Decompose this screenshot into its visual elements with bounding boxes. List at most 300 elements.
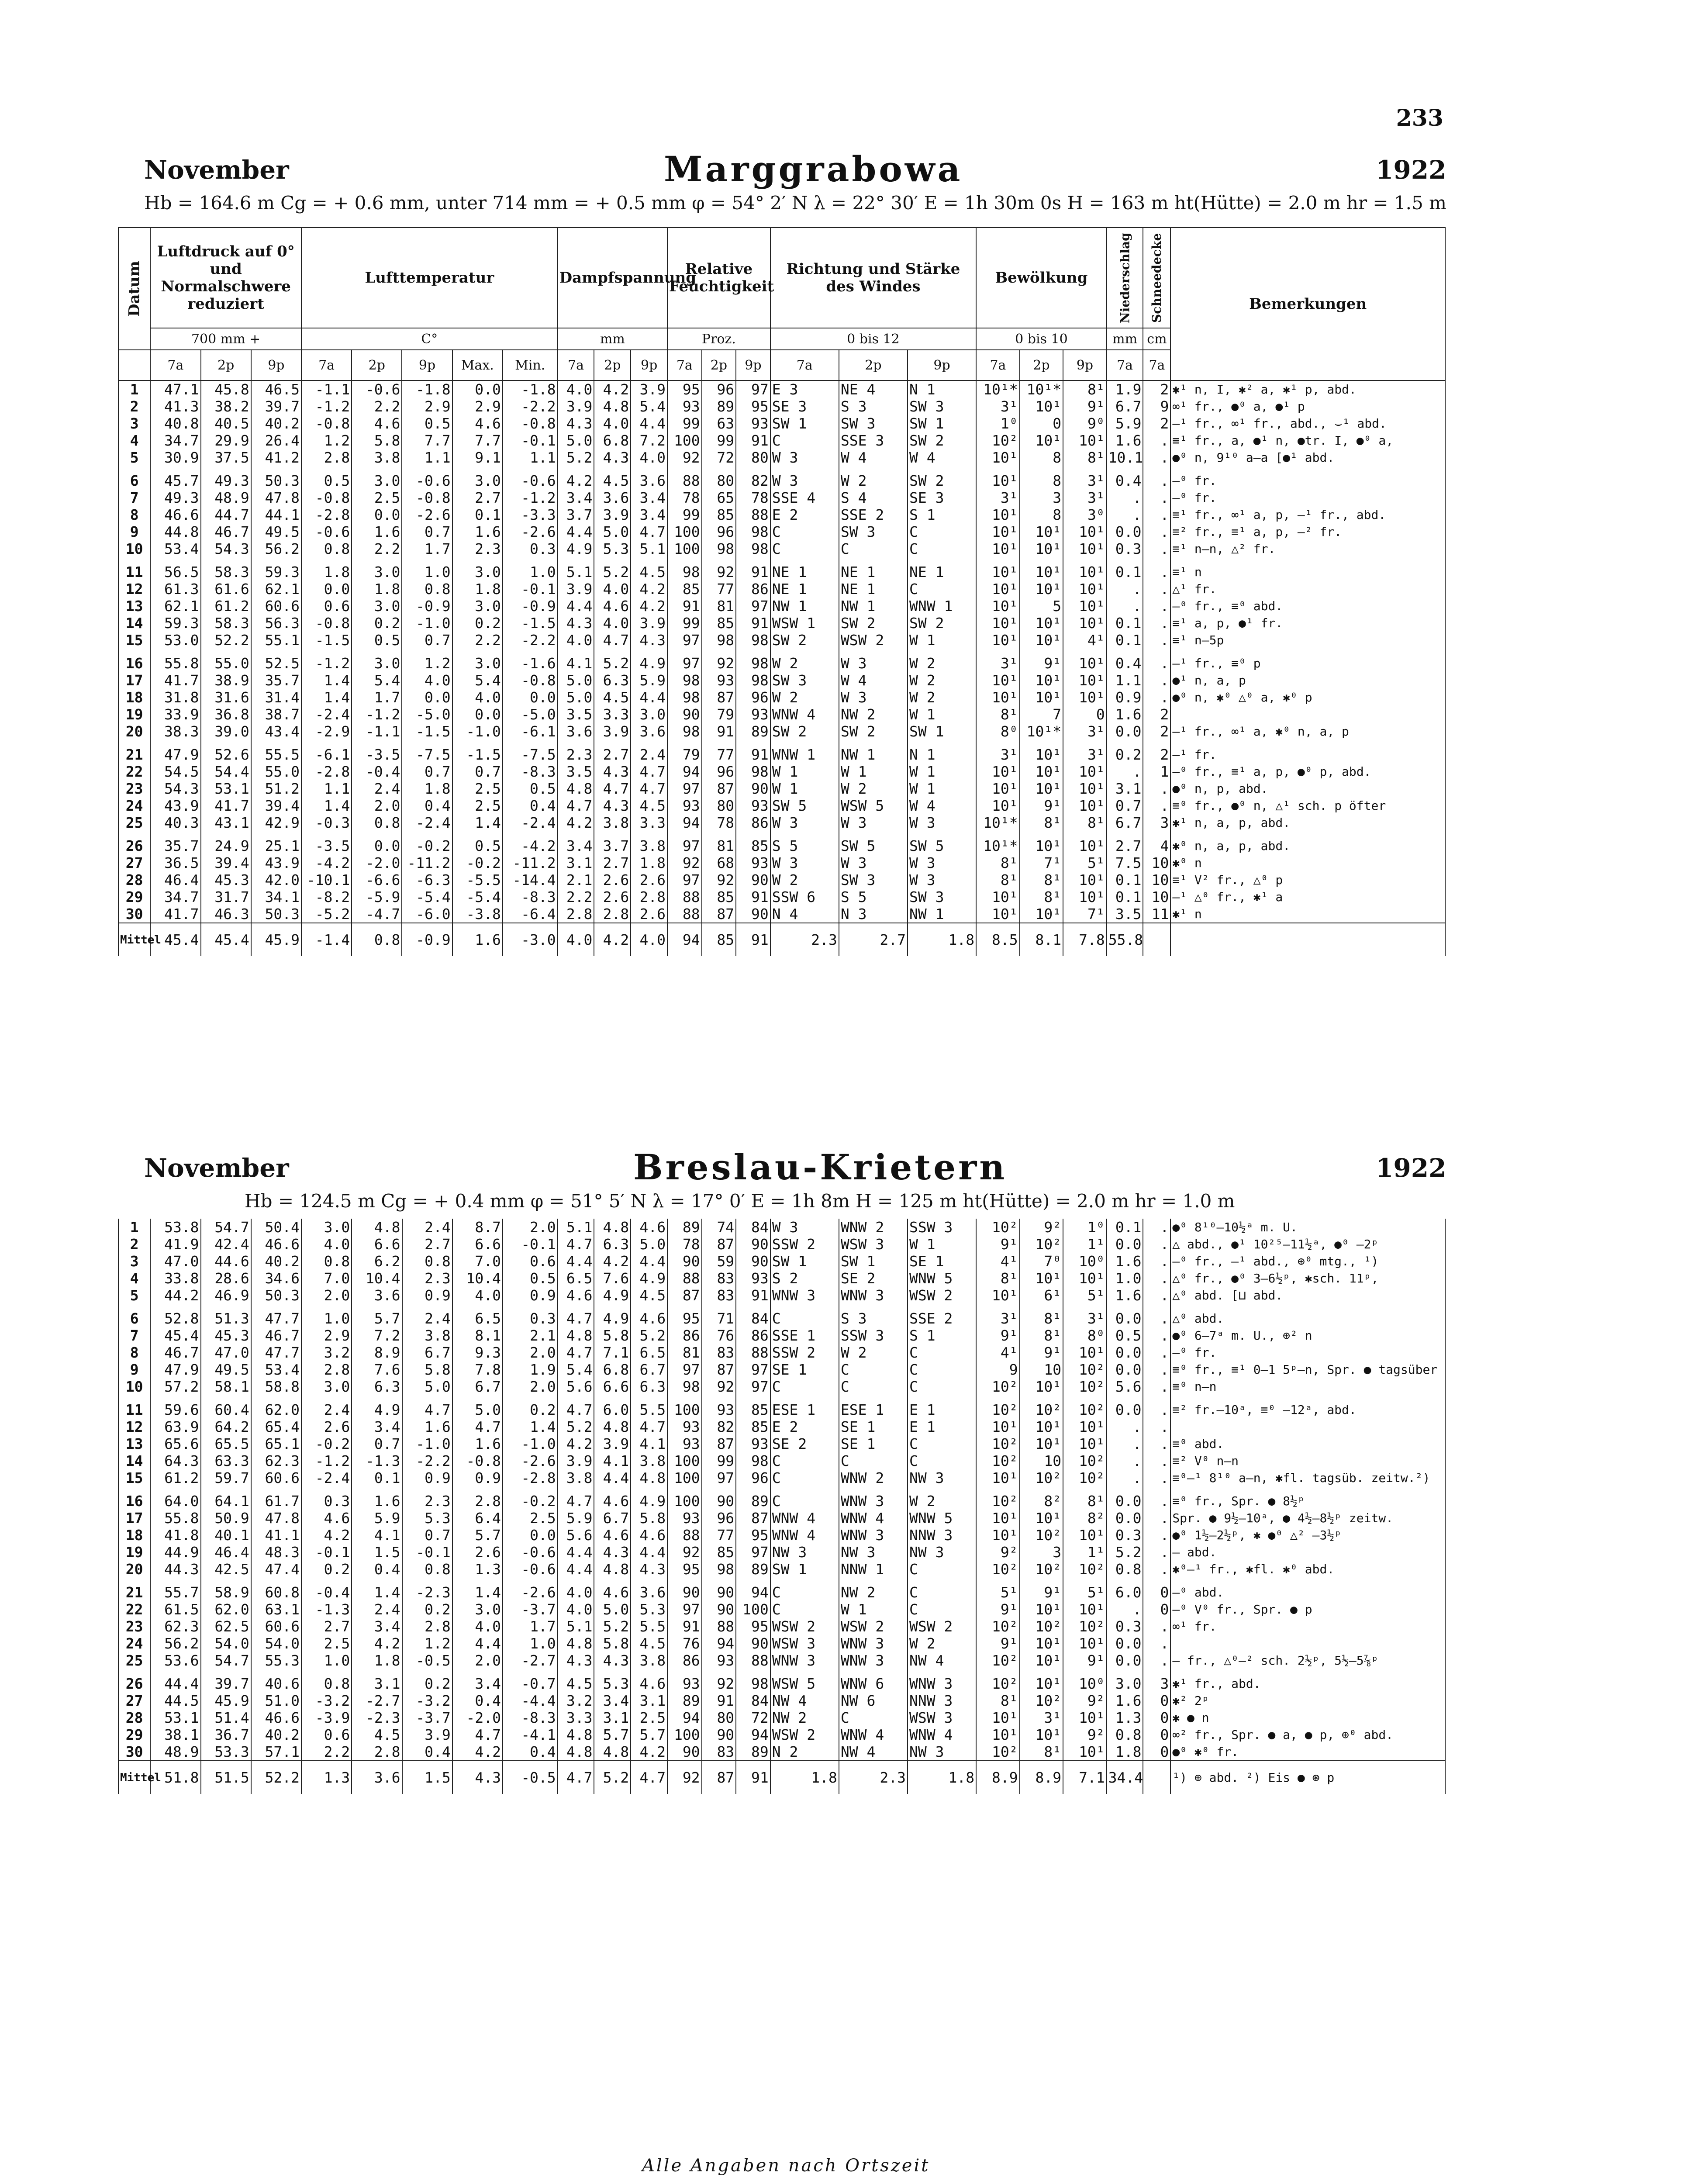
- value-cell: 72: [736, 1709, 770, 1726]
- remark-cell: ≡¹ a, p, ●¹ fr.: [1170, 615, 1445, 632]
- value-cell: 2.8: [452, 1486, 503, 1510]
- value-cell: 3.3: [558, 1709, 594, 1726]
- value-cell: WNW 4: [839, 1726, 908, 1743]
- value-cell: SW 3: [839, 415, 908, 432]
- col-t9: 9p: [402, 350, 452, 380]
- value-cell: 5.0: [402, 1378, 452, 1395]
- value-cell: -8.3: [503, 1709, 558, 1726]
- value-cell: 100: [667, 1452, 702, 1469]
- value-cell: 10¹: [1020, 523, 1063, 540]
- value-cell: 88: [736, 1344, 770, 1361]
- value-cell: .: [1143, 1527, 1170, 1544]
- value-cell: 88: [736, 1652, 770, 1669]
- value-cell: 8¹: [1020, 1743, 1063, 1761]
- value-cell: 10¹: [1020, 1669, 1063, 1692]
- value-cell: 10¹: [976, 1418, 1020, 1435]
- value-cell: WSW 2: [908, 1287, 976, 1304]
- value-cell: 46.7: [251, 1327, 301, 1344]
- value-cell: 97: [702, 1469, 736, 1486]
- value-cell: WNW 3: [770, 1652, 839, 1669]
- value-cell: 1.6: [402, 1418, 452, 1435]
- value-cell: 61.2: [150, 1469, 200, 1486]
- value-cell: .: [1143, 1219, 1170, 1236]
- value-cell: WNW 3: [839, 1486, 908, 1510]
- value-cell: N 4: [770, 905, 839, 923]
- value-cell: 1.7: [352, 689, 402, 706]
- value-cell: -0.2: [452, 854, 503, 871]
- value-cell: 88: [667, 888, 702, 905]
- value-cell: 2.3: [558, 740, 594, 763]
- value-cell: 10¹: [1063, 672, 1107, 689]
- value-cell: 10¹: [1063, 780, 1107, 797]
- value-cell: 10¹: [1020, 432, 1063, 449]
- value-cell: 2.6: [594, 871, 631, 888]
- value-cell: 3.0: [352, 466, 402, 489]
- value-cell: .: [1143, 598, 1170, 615]
- value-cell: SW 5: [908, 831, 976, 854]
- value-cell: -0.8: [503, 415, 558, 432]
- value-cell: 4.2: [594, 380, 631, 398]
- value-cell: 85: [702, 506, 736, 523]
- value-cell: 55.3: [251, 1652, 301, 1669]
- mean-cell: 85: [702, 923, 736, 956]
- value-cell: 41.7: [150, 905, 200, 923]
- value-cell: 0.0: [452, 706, 503, 723]
- value-cell: 0.9: [402, 1469, 452, 1486]
- value-cell: 10¹: [976, 672, 1020, 689]
- day-cell: 25: [118, 1652, 150, 1669]
- value-cell: 99: [667, 615, 702, 632]
- value-cell: 3.9: [558, 398, 594, 415]
- value-cell: 0.3: [503, 540, 558, 557]
- value-cell: 9²: [976, 1544, 1020, 1561]
- value-cell: 90: [736, 1236, 770, 1253]
- value-cell: 1.1: [503, 449, 558, 466]
- value-cell: 93: [667, 1418, 702, 1435]
- value-cell: 56.5: [150, 557, 200, 581]
- value-cell: 58.3: [201, 557, 251, 581]
- value-cell: 91: [736, 1287, 770, 1304]
- table-row: [118, 1743, 1445, 1761]
- value-cell: 8: [1020, 466, 1063, 489]
- value-cell: 56.2: [251, 540, 301, 557]
- mean-cell: 4.0: [558, 923, 594, 956]
- value-cell: NW 2: [839, 1578, 908, 1601]
- day-cell: 21: [118, 740, 150, 763]
- remark-cell: ≡² fr.–10ᵃ, ≡⁰ –12ᵃ, abd.: [1170, 1395, 1445, 1418]
- value-cell: 1.8: [631, 854, 667, 871]
- value-cell: -1.2: [301, 649, 352, 672]
- value-cell: .: [1143, 581, 1170, 598]
- value-cell: 38.9: [201, 672, 251, 689]
- value-cell: -2.7: [352, 1692, 402, 1709]
- table-row: [118, 905, 1445, 923]
- value-cell: -0.4: [352, 763, 402, 780]
- value-cell: 2.8: [631, 888, 667, 905]
- value-cell: 98: [736, 649, 770, 672]
- value-cell: 40.1: [201, 1527, 251, 1544]
- value-cell: 98: [702, 1561, 736, 1578]
- value-cell: 0.1: [452, 506, 503, 523]
- value-cell: 0.0: [1107, 1304, 1143, 1327]
- value-cell: 46.3: [201, 905, 251, 923]
- value-cell: 50.9: [201, 1510, 251, 1527]
- mean-cell: 51.8: [150, 1761, 200, 1794]
- value-cell: 2.7: [301, 1618, 352, 1635]
- remark-cell: ✱⁰–¹ fr., ✱fl. ✱⁰ abd.: [1170, 1561, 1445, 1578]
- value-cell: 6.0: [594, 1395, 631, 1418]
- value-cell: 46.6: [251, 1709, 301, 1726]
- value-cell: 6.0: [1107, 1578, 1143, 1601]
- value-cell: 47.9: [150, 1361, 200, 1378]
- value-cell: 0.4: [1107, 466, 1143, 489]
- value-cell: 10¹: [976, 540, 1020, 557]
- value-cell: 5.5: [631, 1395, 667, 1418]
- value-cell: 5.1: [558, 557, 594, 581]
- value-cell: W 1: [770, 780, 839, 797]
- value-cell: 10²: [976, 1452, 1020, 1469]
- value-cell: 49.5: [251, 523, 301, 540]
- value-cell: 64.1: [201, 1486, 251, 1510]
- value-cell: 4.2: [631, 581, 667, 598]
- mean-label: Mittel: [118, 923, 150, 956]
- value-cell: 45.8: [201, 380, 251, 398]
- value-cell: 4.7: [631, 780, 667, 797]
- value-cell: NW 6: [839, 1692, 908, 1709]
- value-cell: 85: [702, 1544, 736, 1561]
- value-cell: W 3: [770, 449, 839, 466]
- day-cell: 23: [118, 1618, 150, 1635]
- value-cell: 10¹: [1020, 632, 1063, 649]
- value-cell: 59.6: [150, 1395, 200, 1418]
- value-cell: 98: [667, 723, 702, 740]
- value-cell: NW 3: [908, 1544, 976, 1561]
- value-cell: 31.6: [201, 689, 251, 706]
- value-cell: 0.9: [452, 1469, 503, 1486]
- value-cell: 4.4: [631, 1253, 667, 1270]
- value-cell: .: [1107, 581, 1143, 598]
- value-cell: 0.4: [352, 1561, 402, 1578]
- value-cell: 5.0: [558, 672, 594, 689]
- table-row: [118, 615, 1445, 632]
- value-cell: 6.2: [352, 1253, 402, 1270]
- table-row: [118, 1270, 1445, 1287]
- value-cell: C: [770, 523, 839, 540]
- mean-cell: 4.7: [558, 1761, 594, 1794]
- day-cell: 13: [118, 598, 150, 615]
- value-cell: 4.7: [558, 1395, 594, 1418]
- value-cell: 8⁰: [1063, 1327, 1107, 1344]
- value-cell: 52.8: [150, 1304, 200, 1327]
- value-cell: 0.0: [1107, 723, 1143, 740]
- value-cell: 4.3: [594, 1544, 631, 1561]
- value-cell: 0.8: [301, 1253, 352, 1270]
- value-cell: 4.7: [594, 632, 631, 649]
- day-cell: 18: [118, 689, 150, 706]
- value-cell: .: [1143, 449, 1170, 466]
- value-cell: 86: [736, 814, 770, 831]
- value-cell: -2.6: [503, 523, 558, 540]
- value-cell: C: [908, 1452, 976, 1469]
- value-cell: -3.2: [402, 1692, 452, 1709]
- value-cell: 5.7: [452, 1527, 503, 1544]
- value-cell: 41.7: [201, 797, 251, 814]
- day-cell: 26: [118, 1669, 150, 1692]
- value-cell: 1.1: [402, 449, 452, 466]
- value-cell: C: [770, 540, 839, 557]
- mean-cell: 87: [702, 1761, 736, 1794]
- value-cell: 0.2: [503, 1395, 558, 1418]
- value-cell: 10¹: [976, 1726, 1020, 1743]
- value-cell: 3¹: [976, 398, 1020, 415]
- value-cell: -4.1: [503, 1726, 558, 1743]
- value-cell: 46.5: [251, 380, 301, 398]
- value-cell: 4.8: [594, 1219, 631, 1236]
- value-cell: 89: [736, 1486, 770, 1510]
- remark-cell: —¹ △⁰ fr., ✱¹ a: [1170, 888, 1445, 905]
- value-cell: 57.1: [251, 1743, 301, 1761]
- value-cell: WSW 3: [908, 1709, 976, 1726]
- value-cell: 3¹: [1063, 489, 1107, 506]
- day-cell: 1: [118, 380, 150, 398]
- value-cell: -2.4: [301, 706, 352, 723]
- value-cell: 10¹: [1063, 689, 1107, 706]
- value-cell: W 4: [908, 449, 976, 466]
- table-row: [118, 1578, 1445, 1601]
- value-cell: WNW 3: [839, 1652, 908, 1669]
- day-cell: 19: [118, 1544, 150, 1561]
- value-cell: 87: [702, 780, 736, 797]
- value-cell: 0.0: [452, 380, 503, 398]
- value-cell: 62.5: [201, 1618, 251, 1635]
- value-cell: 3.4: [352, 1418, 402, 1435]
- value-cell: W 3: [770, 1219, 839, 1236]
- value-cell: 3.8: [402, 1327, 452, 1344]
- value-cell: .: [1143, 432, 1170, 449]
- value-cell: 2.7: [452, 489, 503, 506]
- value-cell: W 1: [908, 706, 976, 723]
- value-cell: .: [1143, 1469, 1170, 1486]
- station1-table: [118, 227, 1446, 956]
- value-cell: 99: [667, 415, 702, 432]
- value-cell: 5¹: [1063, 854, 1107, 871]
- value-cell: 2.3: [452, 540, 503, 557]
- value-cell: 77: [702, 581, 736, 598]
- value-cell: 90: [667, 1743, 702, 1761]
- value-cell: SE 2: [770, 1435, 839, 1452]
- value-cell: 4.6: [631, 1669, 667, 1692]
- value-cell: 44.7: [201, 506, 251, 523]
- value-cell: 6.8: [594, 1361, 631, 1378]
- day-cell: 25: [118, 814, 150, 831]
- value-cell: 33.9: [150, 706, 200, 723]
- mean-cell: -1.4: [301, 923, 352, 956]
- value-cell: 53.1: [150, 1709, 200, 1726]
- value-cell: 8¹: [976, 871, 1020, 888]
- remark-cell: [1170, 1635, 1445, 1652]
- value-cell: 8¹: [976, 1270, 1020, 1287]
- value-cell: 34.7: [150, 432, 200, 449]
- value-cell: 54.5: [150, 763, 200, 780]
- value-cell: 0.0: [1107, 1486, 1143, 1510]
- value-cell: 3: [1020, 489, 1063, 506]
- value-cell: 0.8: [402, 1561, 452, 1578]
- value-cell: 5: [1020, 598, 1063, 615]
- value-cell: 10²: [1020, 1527, 1063, 1544]
- value-cell: -1.5: [452, 740, 503, 763]
- value-cell: 2.6: [631, 871, 667, 888]
- day-cell: 3: [118, 415, 150, 432]
- value-cell: 2.4: [352, 1601, 402, 1618]
- value-cell: WSW 5: [839, 797, 908, 814]
- value-cell: 52.6: [201, 740, 251, 763]
- value-cell: 44.8: [150, 523, 200, 540]
- value-cell: 5.2: [594, 649, 631, 672]
- value-cell: 98: [736, 672, 770, 689]
- value-cell: -4.7: [352, 905, 402, 923]
- value-cell: -2.2: [402, 1452, 452, 1469]
- page-number: 233: [1396, 105, 1443, 131]
- value-cell: 5.8: [631, 1510, 667, 1527]
- value-cell: 9¹: [1063, 1652, 1107, 1669]
- value-cell: 10¹*: [1020, 723, 1063, 740]
- col-t2: 2p: [201, 350, 251, 380]
- value-cell: 4.5: [631, 557, 667, 581]
- value-cell: W 2: [770, 871, 839, 888]
- value-cell: 10²: [1063, 1618, 1107, 1635]
- value-cell: 45.3: [201, 1327, 251, 1344]
- value-cell: 2.8: [352, 1743, 402, 1761]
- value-cell: 4.8: [594, 1561, 631, 1578]
- value-cell: 98: [736, 540, 770, 557]
- col-nieder: Niederschlag: [1107, 228, 1143, 328]
- value-cell: 5.3: [631, 1601, 667, 1618]
- value-cell: 61.7: [251, 1486, 301, 1510]
- value-cell: 10¹: [1020, 831, 1063, 854]
- value-cell: -1.0: [402, 615, 452, 632]
- mean-cell: 45.4: [201, 923, 251, 956]
- value-cell: SW 1: [908, 723, 976, 740]
- value-cell: 4.7: [631, 763, 667, 780]
- value-cell: SSW 2: [770, 1236, 839, 1253]
- value-cell: 4.7: [452, 1726, 503, 1743]
- value-cell: 9¹: [1020, 1578, 1063, 1601]
- mean-cell: 91: [736, 923, 770, 956]
- value-cell: W 1: [908, 632, 976, 649]
- mean-cell: 8.5: [976, 923, 1020, 956]
- value-cell: -2.4: [503, 814, 558, 831]
- value-cell: 10²: [1020, 1469, 1063, 1486]
- value-cell: 2.7: [1107, 831, 1143, 854]
- value-cell: S 5: [770, 831, 839, 854]
- value-cell: 10¹: [1020, 780, 1063, 797]
- value-cell: 0.7: [1107, 797, 1143, 814]
- value-cell: 34.7: [150, 888, 200, 905]
- remark-cell: ✱⁰ n: [1170, 854, 1445, 871]
- value-cell: 4.2: [558, 1435, 594, 1452]
- value-cell: 1.0: [503, 557, 558, 581]
- value-cell: 7¹: [1063, 905, 1107, 923]
- value-cell: 7.0: [301, 1270, 352, 1287]
- col-t9: 9p: [1063, 350, 1107, 380]
- value-cell: 46.6: [150, 506, 200, 523]
- value-cell: 1.6: [1107, 1287, 1143, 1304]
- value-cell: 54.7: [201, 1219, 251, 1236]
- value-cell: 10: [1143, 854, 1170, 871]
- value-cell: 2.5: [301, 1635, 352, 1652]
- value-cell: 10¹: [1020, 615, 1063, 632]
- value-cell: .: [1107, 1418, 1143, 1435]
- value-cell: 0: [1143, 1743, 1170, 1761]
- value-cell: WSW 2: [770, 1618, 839, 1635]
- value-cell: 8: [1020, 449, 1063, 466]
- value-cell: 91: [702, 723, 736, 740]
- value-cell: 5.8: [594, 1327, 631, 1344]
- value-cell: 10²: [1063, 1361, 1107, 1378]
- day-cell: 21: [118, 1578, 150, 1601]
- day-cell: 15: [118, 1469, 150, 1486]
- value-cell: 7.2: [631, 432, 667, 449]
- value-cell: 10.1: [1107, 449, 1143, 466]
- value-cell: 4.1: [558, 649, 594, 672]
- value-cell: 0.7: [352, 1435, 402, 1452]
- value-cell: 10²: [976, 1435, 1020, 1452]
- col-blank: [118, 350, 150, 380]
- remark-cell: ●⁰ n, p, abd.: [1170, 780, 1445, 797]
- value-cell: 89: [736, 1743, 770, 1761]
- mean-cell: [1143, 923, 1170, 956]
- value-cell: 4.5: [352, 1726, 402, 1743]
- value-cell: 10¹: [1020, 689, 1063, 706]
- value-cell: 41.8: [150, 1527, 200, 1544]
- value-cell: .: [1143, 1618, 1170, 1635]
- remark-cell: ≡⁰ abd.: [1170, 1435, 1445, 1452]
- remark-cell: —⁰ fr., ≡⁰ abd.: [1170, 598, 1445, 615]
- value-cell: 10¹: [1063, 1601, 1107, 1618]
- value-cell: .: [1143, 1327, 1170, 1344]
- time-note: Alle Angaben nach Ortszeit: [642, 2156, 930, 2176]
- station2-name: Breslau-Krietern: [633, 1147, 1008, 1188]
- value-cell: 5.2: [594, 1618, 631, 1635]
- value-cell: 10²: [976, 1395, 1020, 1418]
- value-cell: 90: [702, 1578, 736, 1601]
- value-cell: 1.0: [301, 1304, 352, 1327]
- value-cell: E 2: [770, 1418, 839, 1435]
- col-bemerkungen: Bemerkungen: [1170, 228, 1445, 380]
- col-feucht-unit: Proz.: [667, 328, 770, 350]
- value-cell: 3.4: [558, 489, 594, 506]
- value-cell: 4.7: [558, 1344, 594, 1361]
- value-cell: 10.4: [352, 1270, 402, 1287]
- value-cell: 0.1: [1107, 871, 1143, 888]
- value-cell: 87: [702, 1236, 736, 1253]
- value-cell: 4.8: [594, 398, 631, 415]
- value-cell: 0.5: [402, 415, 452, 432]
- value-cell: 10¹: [1063, 831, 1107, 854]
- value-cell: 81: [667, 1344, 702, 1361]
- remark-cell: — abd.: [1170, 1544, 1445, 1561]
- value-cell: 10¹: [976, 1469, 1020, 1486]
- remark-cell: ≡¹ fr., ∞¹ a, p, —¹ fr., abd.: [1170, 506, 1445, 523]
- value-cell: 10¹: [1020, 1635, 1063, 1652]
- value-cell: 5.7: [594, 1726, 631, 1743]
- day-cell: 13: [118, 1435, 150, 1452]
- value-cell: 9.1: [452, 449, 503, 466]
- value-cell: 57.2: [150, 1378, 200, 1395]
- table-row: [118, 398, 1445, 415]
- value-cell: 80: [702, 797, 736, 814]
- value-cell: 1.0: [301, 1652, 352, 1669]
